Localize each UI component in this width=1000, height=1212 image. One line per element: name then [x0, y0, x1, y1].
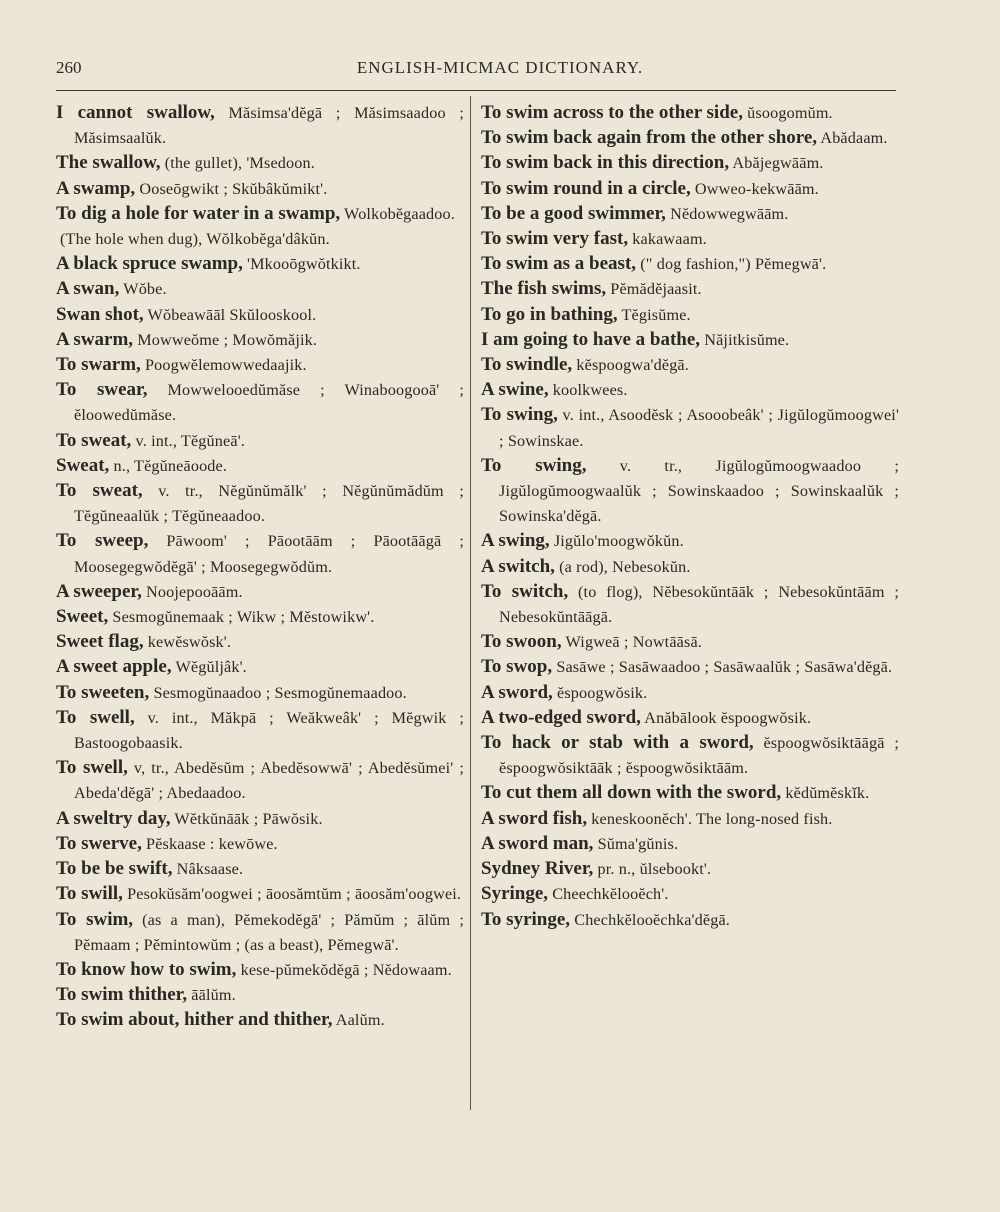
entry-headword: Sweet flag, [56, 631, 144, 653]
entry-headword: To swing, [481, 404, 558, 426]
entry-gloss: Mowwelooedŭmăse ; Winaboogooā' ; ĕloowedŭmăse. [74, 381, 465, 425]
entry-gloss: kese-pŭmekŏdĕgā ; Nĕdowaam. [236, 960, 452, 979]
entry-headword: A swamp, [56, 177, 136, 199]
dictionary-entry [481, 856, 899, 881]
dictionary-entry [56, 100, 464, 150]
entry-headword: A sword fish, [481, 807, 588, 829]
entry-headword: To swim very fast, [481, 228, 629, 250]
entry-headword: The fish swims, [481, 278, 607, 300]
dictionary-entry [481, 554, 899, 579]
entry-gloss: Poogwĕlemowwedaajik. [140, 356, 307, 375]
entry-headword: A sword man, [481, 832, 594, 854]
entry-gloss: Cheechkĕlooĕch'. [548, 885, 669, 904]
entry-gloss: pr. n., ŭlsebookt'. [593, 860, 712, 879]
entry-headword: To swell, [56, 706, 135, 728]
entry-gloss: Jigŭlo'moogwŏkŭn. [549, 532, 684, 551]
entry-gloss: v. int., Tĕgŭneā'. [131, 431, 245, 450]
entry-gloss: koolkwees. [548, 381, 628, 400]
header-rule [56, 90, 896, 91]
dictionary-entry [56, 629, 464, 654]
entry-gloss: Aalŭm. [332, 1011, 385, 1030]
entry-gloss: (The hole when dug), Wŏlkobĕga'dâkŭn. [60, 230, 330, 249]
dictionary-entry [481, 201, 899, 226]
entry-headword: To sweep, [56, 530, 149, 552]
dictionary-entry [481, 276, 899, 301]
entry-gloss: Pāwoom' ; Pāootāām ; Pāootāāgā ; Moosegegwŏdĕgā' ; Moosegegwŏdŭm. [74, 532, 465, 576]
entry-gloss: kĕspoogwa'dĕgā. [572, 356, 689, 375]
column-divider [470, 96, 471, 1110]
dictionary-entry [56, 352, 464, 377]
entry-headword: To swop, [481, 656, 553, 678]
dictionary-entry [481, 806, 899, 831]
entry-gloss: Pĕmădĕjaasit. [606, 280, 702, 299]
dictionary-entry [481, 629, 899, 654]
entry-gloss: v. tr., Jigŭlogŭmoogwaadoo ; Jigŭlogŭmoogwaalŭk ; Sowinskaadoo ; Sowinskaalŭk ; Sowinska'dĕgā. [499, 456, 899, 526]
entry-headword: To sweeten, [56, 681, 150, 703]
entry-gloss: Wŏbe. [119, 280, 167, 299]
entry-gloss: kewĕswŏsk'. [143, 633, 232, 652]
dictionary-entry [481, 579, 899, 629]
dictionary-entry [481, 251, 899, 276]
entry-gloss: (as a man), Pĕmekodĕgā' ; Pămŭm ; ālŭm ; Pĕmaam ; Pĕmintowŭm ; (as a beast), Pĕmegwā'. [74, 910, 464, 954]
entry-headword: To swim across to the other side, [481, 102, 743, 123]
entry-gloss: 'Mkooōgwŏtkikt. [242, 255, 361, 274]
entry-headword: To cut them all down with the sword, [481, 782, 782, 804]
entry-headword: To swim, [56, 908, 134, 930]
entry-gloss: Sesmogŭnemaak ; Wikw ; Mĕstowikw'. [108, 608, 375, 627]
dictionary-entry [56, 982, 464, 1007]
dictionary-entry [56, 907, 464, 957]
dictionary-entry [56, 1007, 464, 1032]
entry-gloss: Owweo-kekwāām. [690, 179, 819, 198]
dictionary-entry [481, 327, 899, 352]
entry-headword: A swing, [481, 530, 550, 552]
entry-gloss: Abăjegwāām. [729, 154, 824, 173]
entry-headword: To dig a hole for water in a swamp, [56, 202, 341, 224]
entry-headword: Sydney River, [481, 858, 594, 880]
dictionary-entry [56, 302, 464, 327]
entry-gloss: (to flog), Nĕbesokŭntāāk ; Nebesokŭntāām ; Nebesokŭntāāgā. [499, 582, 899, 627]
dictionary-entry [56, 755, 464, 805]
entry-headword: Sweet, [56, 606, 109, 628]
entry-gloss: v. int., Măkpā ; Weăkweâk' ; Mĕgwik ; Bastoogobaasik. [74, 708, 464, 753]
dictionary-entry [56, 881, 464, 906]
entry-headword: To be a good swimmer, [481, 202, 666, 224]
entry-headword: To swindle, [481, 354, 573, 376]
entry-headword: To swoon, [481, 631, 562, 653]
dictionary-entry [56, 377, 464, 427]
entry-headword: To hack or stab with a sword, [481, 732, 754, 754]
dictionary-entry [481, 226, 899, 251]
dictionary-entry [56, 226, 464, 251]
entry-headword: A switch, [481, 555, 555, 577]
entry-gloss: Noojepooāām. [141, 582, 243, 601]
entry-headword: To swim round in a circle, [481, 177, 691, 199]
entry-headword: To swear, [56, 379, 148, 401]
dictionary-entry [56, 327, 464, 352]
entry-headword: The swallow, [56, 152, 161, 174]
entry-gloss: Pĕskaase : kewōwe. [141, 834, 278, 853]
entry-headword: A swine, [481, 379, 549, 401]
entry-gloss: (a rod), Nebesokŭn. [554, 557, 691, 576]
entry-gloss: Wigweā ; Nowtāāsā. [561, 633, 702, 652]
entry-headword: A sweeper, [56, 580, 142, 602]
entry-headword: To swim about, hither and thither, [56, 1009, 333, 1031]
entry-headword: A sweet apple, [56, 656, 172, 678]
dictionary-entry [481, 780, 899, 805]
dictionary-entry [56, 806, 464, 831]
entry-gloss: Mowweŏme ; Mowŏmăjik. [133, 330, 318, 349]
entry-gloss: Wŏbeawāāl Skŭlooskool. [143, 305, 317, 324]
dictionary-entry [481, 831, 899, 856]
entry-headword: To swim back again from the other shore, [481, 127, 818, 149]
dictionary-entry [481, 453, 899, 529]
entry-headword: To be be swift, [56, 858, 173, 880]
dictionary-entry [56, 856, 464, 881]
entry-headword: Sweat, [56, 454, 110, 476]
dictionary-entry [56, 176, 464, 201]
dictionary-entry [56, 831, 464, 856]
entry-gloss: Ooseōgwikt ; Skŭbâkŭmikt'. [135, 179, 328, 198]
dictionary-entry [481, 907, 899, 932]
entry-headword: A sword, [481, 681, 553, 703]
entry-gloss: keneskoonĕch'. The long-nosed fish. [587, 809, 833, 828]
entry-headword: To swim thither, [56, 984, 188, 1006]
entry-gloss: ĕspoogwŏsik. [552, 683, 648, 702]
dictionary-entry [481, 654, 899, 679]
dictionary-entry [56, 478, 464, 528]
entry-headword: To go in bathing, [481, 303, 618, 325]
entry-gloss: Chechkĕlooĕchka'dĕgā. [570, 910, 730, 929]
entry-gloss: Wĕtkŭnāāk ; Pāwŏsik. [170, 809, 323, 828]
entry-gloss: Măsimsa'dĕgā ; Măsimsaadoo ; Măsimsaalŭk. [74, 104, 464, 148]
entry-headword: To sweat, [56, 429, 132, 451]
dictionary-entry [56, 453, 464, 478]
entry-headword: I cannot swallow, [56, 102, 215, 123]
dictionary-entry [481, 377, 899, 402]
dictionary-entry [56, 428, 464, 453]
dictionary-entry [481, 402, 899, 452]
entry-headword: To swill, [56, 883, 123, 905]
entry-headword: A two-edged sword, [481, 706, 641, 728]
dictionary-entry [56, 251, 464, 276]
entry-gloss: Nĕdowwegwāām. [665, 204, 789, 223]
dictionary-entry [481, 881, 899, 906]
entry-headword: A black spruce swamp, [56, 253, 243, 275]
dictionary-entry [481, 125, 899, 150]
dictionary-entry [56, 604, 464, 629]
dictionary-entry [56, 680, 464, 705]
dictionary-entry [56, 579, 464, 604]
entry-gloss: Sesmogŭnaadoo ; Sesmogŭnemaadoo. [149, 683, 407, 702]
entry-gloss: Sasāwe ; Sasāwaadoo ; Sasāwaalŭk ; Sasāwa'dĕgā. [552, 658, 893, 677]
dictionary-entry [56, 528, 464, 578]
entry-headword: To swim back in this direction, [481, 152, 730, 174]
entry-gloss: kakawaam. [628, 230, 707, 249]
dictionary-entry [481, 150, 899, 175]
dictionary-entry [481, 302, 899, 327]
entry-gloss: āālŭm. [187, 986, 236, 1005]
dictionary-entry [56, 276, 464, 301]
entry-gloss: Tĕgisŭme. [617, 305, 691, 324]
dictionary-entry [56, 957, 464, 982]
dictionary-entry [56, 705, 464, 755]
entry-gloss: Sŭma'gŭnis. [593, 834, 679, 853]
entry-gloss: ŭsoogomŭm. [742, 104, 833, 122]
entry-gloss: v, tr., Abedĕsŭm ; Abedĕsowwā' ; Abedĕsŭmei' ; Abeda'dĕgā' ; Abedaadoo. [74, 759, 464, 803]
dictionary-entry [56, 201, 464, 226]
page-number: 260 [56, 58, 82, 77]
entry-gloss: n., Tĕgŭneāoode. [109, 456, 228, 475]
entry-gloss: Anăbālook ĕspoogwŏsik. [640, 708, 812, 727]
entry-gloss: Năjitkisŭme. [700, 330, 790, 349]
entry-headword: A swan, [56, 278, 120, 300]
entry-gloss: v. int., Asoodĕsk ; Asooobeâk' ; Jigŭlogŭmoogwei' ; Sowinskae. [499, 406, 900, 450]
running-head: ENGLISH-MICMAC DICTIONARY. [356, 58, 644, 77]
entry-headword: I am going to have a bathe, [481, 328, 701, 350]
entry-headword: To swarm, [56, 354, 141, 376]
entry-headword: To syringe, [481, 908, 571, 930]
entry-gloss: Nâksaase. [172, 860, 244, 879]
entry-headword: To swell, [56, 757, 128, 779]
dictionary-entry [481, 705, 899, 730]
entry-headword: To switch, [481, 580, 569, 602]
entry-headword: A sweltry day, [56, 807, 171, 829]
entry-headword: Swan shot, [56, 303, 144, 325]
entry-headword: Syringe, [481, 883, 549, 905]
entry-gloss: Wĕgŭljâk'. [171, 658, 247, 677]
dictionary-entry [481, 730, 899, 780]
entry-gloss: kĕdŭmĕskĭk. [781, 784, 870, 803]
entry-headword: A swarm, [56, 328, 134, 350]
right-column [481, 100, 899, 932]
dictionary-entry [56, 654, 464, 679]
dictionary-entry [481, 680, 899, 705]
entry-gloss: (" dog fashion,") Pĕmegwā'. [636, 255, 827, 274]
entry-gloss: Pesokŭsăm'oogwei ; āoosămtŭm ; āoosăm'oogwei. [122, 885, 462, 904]
entry-gloss: (the gullet), 'Msedoon. [160, 154, 315, 173]
entry-gloss: Wolkobĕgaadoo. [340, 204, 455, 223]
entry-headword: To sweat, [56, 480, 143, 502]
entry-headword: To swing, [481, 454, 587, 476]
entry-gloss: Abădaam. [817, 129, 888, 148]
entry-gloss: ĕspoogwŏsiktāāgā ; ĕspoogwŏsiktāāk ; ĕspoogwŏsiktāām. [499, 734, 899, 778]
entry-headword: To know how to swim, [56, 958, 237, 980]
dictionary-entry [481, 100, 899, 125]
entry-headword: To swim as a beast, [481, 253, 637, 275]
dictionary-entry [481, 352, 899, 377]
left-column [56, 100, 464, 1033]
dictionary-entry [56, 150, 464, 175]
entry-headword: To swerve, [56, 832, 142, 854]
dictionary-entry [481, 176, 899, 201]
dictionary-entry [481, 528, 899, 553]
entry-gloss: v. tr., Nĕgŭnŭmălk' ; Nĕgŭnŭmădŭm ; Tĕgŭneaalŭk ; Tĕgŭneaadoo. [74, 482, 464, 526]
